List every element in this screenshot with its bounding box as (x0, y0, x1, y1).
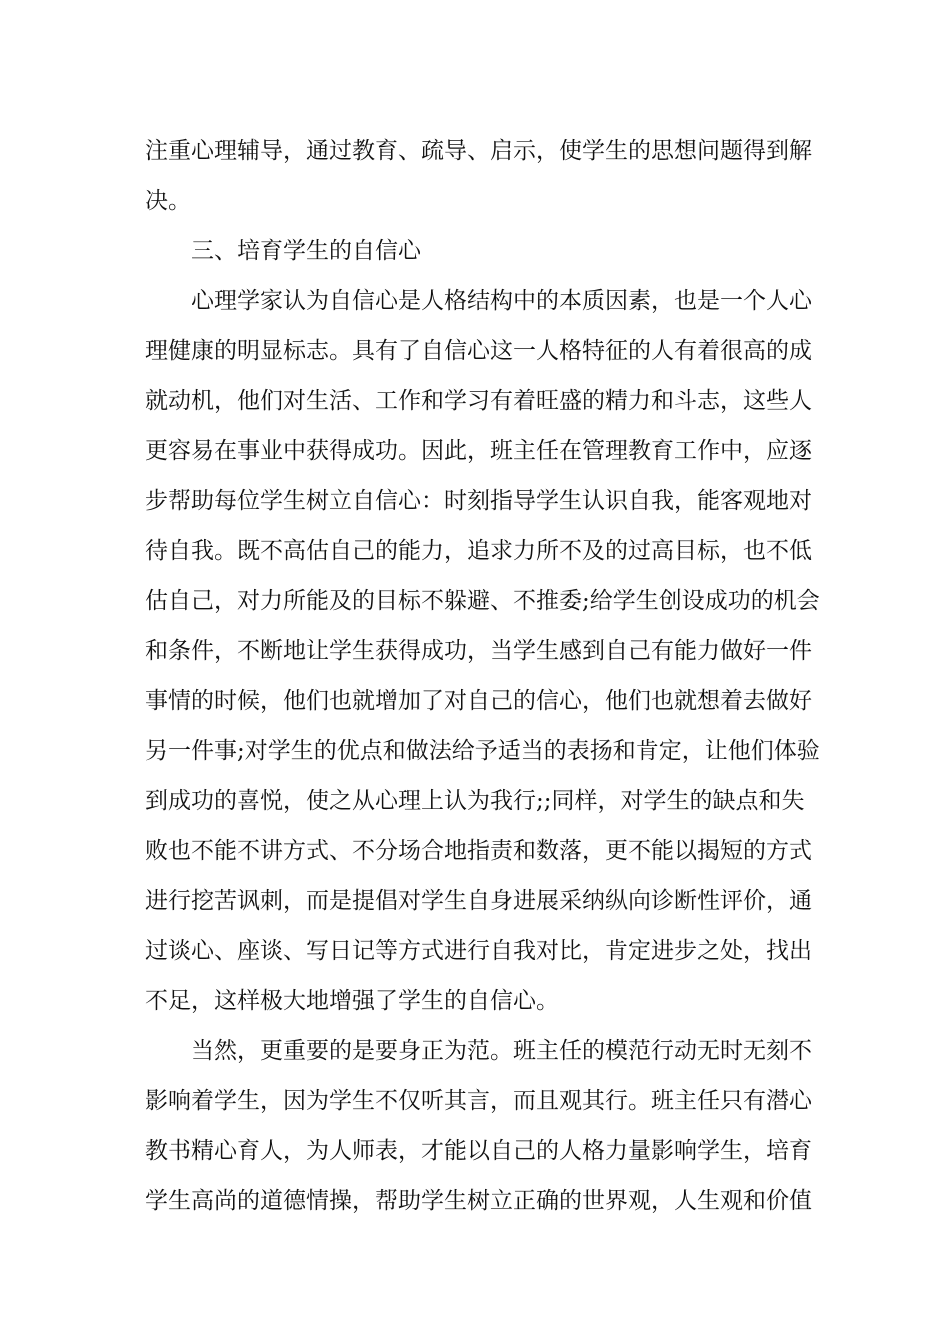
text-line: 败也不能不讲方式、不分场合地指责和数落，更不能以揭短的方式 (145, 838, 812, 864)
text-line: 另一件事;对学生的优点和做法给予适当的表扬和肯定，让他们体验 (145, 738, 820, 764)
text-line: 当然，更重要的是要身正为范。班主任的模范行动无时无刻不 (191, 1038, 812, 1064)
text-line: 过谈心、座谈、写日记等方式进行自我对比，肯定进步之处，找出 (145, 938, 812, 964)
text-line: 决。 (145, 188, 191, 214)
text-line: 和条件，不断地让学生获得成功，当学生感到自己有能力做好一件 (145, 638, 812, 664)
section-heading: 三、培育学生的自信心 (191, 238, 421, 264)
text-line: 影响着学生，因为学生不仅听其言，而且观其行。班主任只有潜心 (145, 1088, 812, 1114)
text-line: 理健康的明显标志。具有了自信心这一人格特征的人有着很高的成 (145, 338, 812, 364)
text-line: 不足，这样极大地增强了学生的自信心。 (145, 988, 559, 1014)
text-line: 注重心理辅导，通过教育、疏导、启示，使学生的思想问题得到解 (145, 138, 812, 164)
text-line: 学生高尚的道德情操，帮助学生树立正确的世界观，人生观和价值 (145, 1188, 812, 1214)
text-line: 到成功的喜悦，使之从心理上认为我行;;同样，对学生的缺点和失 (145, 788, 805, 814)
text-line: 步帮助每位学生树立自信心：时刻指导学生认识自我，能客观地对 (145, 488, 812, 514)
text-line: 待自我。既不高估自己的能力，追求力所不及的过高目标，也不低 (145, 538, 812, 564)
text-line: 心理学家认为自信心是人格结构中的本质因素，也是一个人心 (191, 288, 812, 314)
text-line: 更容易在事业中获得成功。因此，班主任在管理教育工作中，应逐 (145, 438, 812, 464)
text-line: 进行挖苦讽刺，而是提倡对学生自身进展采纳纵向诊断性评价，通 (145, 888, 812, 914)
text-line: 教书精心育人，为人师表，才能以自己的人格力量影响学生，培育 (145, 1138, 812, 1164)
text-line: 估自己，对力所能及的目标不躲避、不推委;给学生创设成功的机会 (145, 588, 820, 614)
text-line: 事情的时候，他们也就增加了对自己的信心，他们也就想着去做好 (145, 688, 812, 714)
text-line: 就动机，他们对生活、工作和学习有着旺盛的精力和斗志，这些人 (145, 388, 812, 414)
